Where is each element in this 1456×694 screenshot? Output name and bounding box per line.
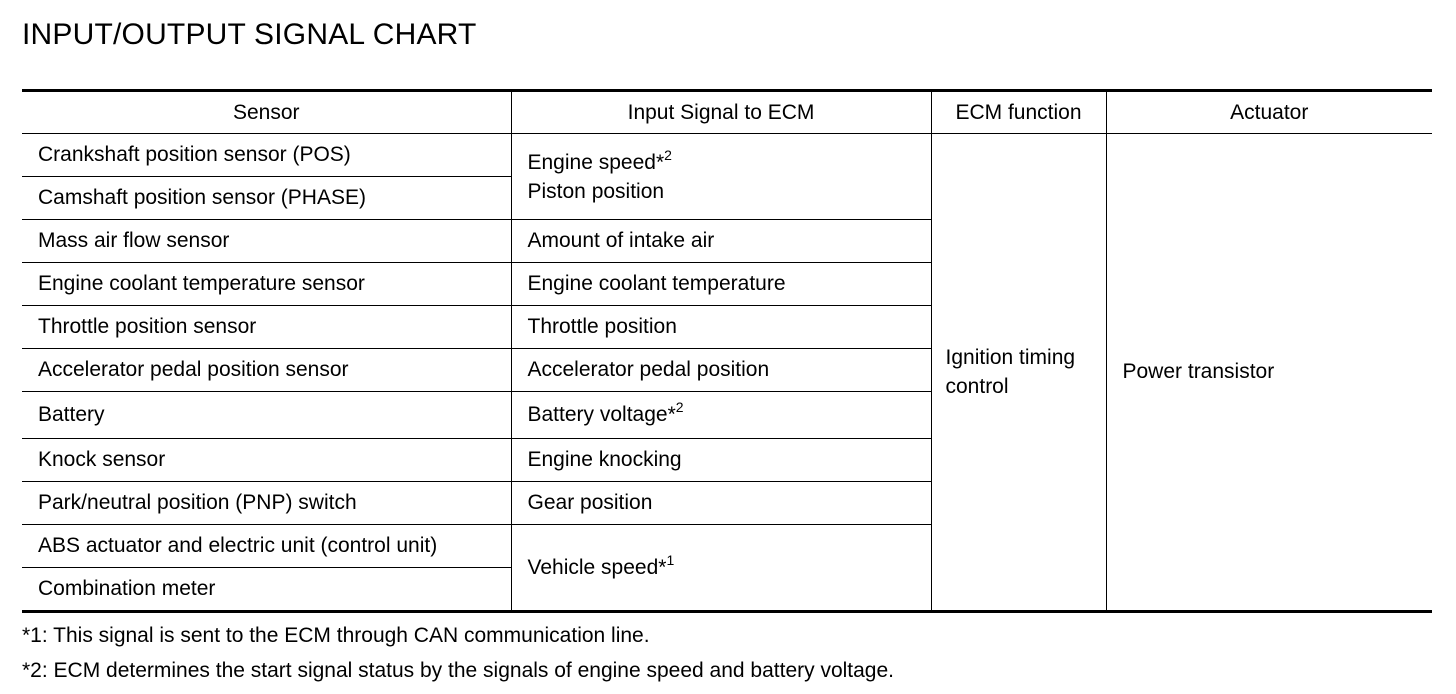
signal-cell — [511, 134, 931, 220]
header-sensor: Sensor — [22, 91, 511, 134]
signal-cell — [511, 392, 931, 439]
signal-chart-table — [22, 89, 1432, 613]
page-title: INPUT/OUTPUT SIGNAL CHART — [22, 18, 477, 51]
signal-vehicle-speed: Vehicle speed* — [527, 555, 667, 579]
footnote-marker: 2 — [664, 146, 672, 163]
signal-cell: Engine coolant temperature — [511, 263, 931, 306]
ecm-function-line: Ignition timing — [945, 346, 1076, 369]
footnotes — [22, 618, 894, 688]
sensor-cell: Crankshaft position sensor (POS) — [22, 134, 511, 177]
sensor-cell: Mass air flow sensor — [22, 220, 511, 263]
sensor-cell: Battery — [22, 392, 511, 439]
table-header-row — [22, 91, 1432, 134]
actuator-cell: Power transistor — [1106, 134, 1432, 612]
sensor-cell: ABS actuator and electric unit (control unit) — [22, 525, 511, 568]
signal-cell: Engine knocking — [511, 439, 931, 482]
sensor-cell: Throttle position sensor — [22, 306, 511, 349]
footnote-marker: 2 — [675, 399, 684, 415]
signal-cell: Amount of intake air — [511, 220, 931, 263]
sensor-cell: Park/neutral position (PNP) switch — [22, 482, 511, 525]
signal-cell: Accelerator pedal position — [511, 349, 931, 392]
ecm-function-line: control — [945, 375, 1009, 398]
sensor-cell: Accelerator pedal position sensor — [22, 349, 511, 392]
footnote: *1: This signal is sent to the ECM through CAN communication line. — [22, 624, 650, 647]
header-ecm-function: ECM function — [931, 91, 1106, 134]
signal-cell: Throttle position — [511, 306, 931, 349]
sensor-cell: Combination meter — [22, 568, 511, 612]
signal-battery-voltage: Battery voltage* — [527, 403, 676, 426]
header-actuator: Actuator — [1106, 91, 1432, 134]
footnote: *2: ECM determines the start signal status by the signals of engine speed and battery voltage. — [22, 659, 895, 682]
signal-cell — [511, 525, 931, 612]
table-row — [22, 134, 1432, 177]
signal-engine-speed: Engine speed*$^2$ — [527, 146, 672, 174]
ecm-function-cell — [931, 134, 1106, 612]
header-input-signal: Input Signal to ECM — [511, 91, 931, 134]
footnote-marker: 1 — [666, 551, 675, 568]
sensor-cell: Knock sensor — [22, 439, 511, 482]
signal-piston-position: Piston position — [527, 179, 665, 203]
sensor-cell: Camshaft position sensor (PHASE) — [22, 177, 511, 220]
signal-cell: Gear position — [511, 482, 931, 525]
sensor-cell: Engine coolant temperature sensor — [22, 263, 511, 306]
